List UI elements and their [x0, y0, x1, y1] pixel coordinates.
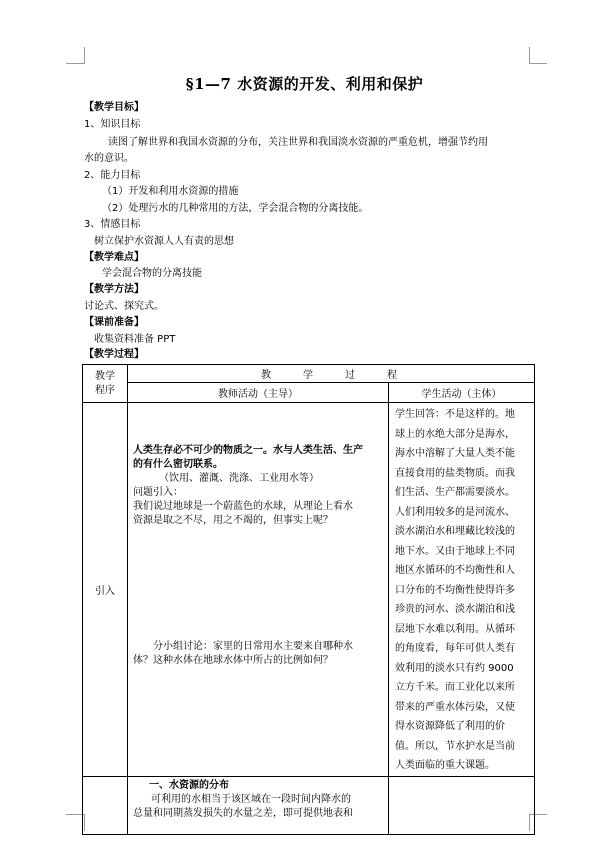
- student-answer-line: 直接食用的盐类物质。而我: [395, 467, 515, 479]
- header-teacher: 教师活动（主导）: [218, 389, 298, 400]
- row-2-student-cell: [389, 776, 535, 834]
- goals-heading: 【教学目标】: [84, 102, 144, 113]
- intro-bold-line-1: 人类生存必不可少的物质之一。水与人类生活、生产: [133, 445, 363, 456]
- student-answer-line: 口分布的不均衡性使得许多: [395, 584, 515, 596]
- student-answer-line: 们生活、生产都需要淡水。: [395, 487, 515, 498]
- header-program-cell: [83, 365, 128, 403]
- intro-group-a: 分小组讨论：家里的日常用水主要来自哪种水: [153, 641, 353, 652]
- goal1-text: 读图了解世界和我国水资源的分布，关注世界和我国淡水资源的严重危机，增强节约用: [108, 137, 488, 148]
- goal3-heading: 3、情感目标: [84, 219, 141, 230]
- student-answer-line: 学生回答：不是这样的。地: [395, 409, 515, 420]
- row-intro-label: 引入: [95, 585, 115, 597]
- student-answer-line: 带来的严重水体污染，又使: [395, 701, 515, 713]
- distribution-text-b: 总量和同期蒸发损失的水量之差，即可提供地表和: [133, 807, 353, 819]
- student-answer-line: 地下水。又由于地球上不同: [395, 545, 515, 557]
- goal3-text: 树立保护水资源人人有责的思想: [94, 236, 234, 247]
- crop-mark: [66, 63, 84, 64]
- page-title: §1—7 水资源的开发、利用和保护: [185, 75, 424, 93]
- goal2-heading: 2、能力目标: [84, 170, 141, 181]
- header-teacher-cell: [128, 383, 389, 403]
- student-answer-line: 人们利用较多的是河流水、: [395, 506, 515, 518]
- row-intro-student-cell: [389, 403, 535, 777]
- student-answer-line: 淡水湖泊水和埋藏比较浅的: [395, 526, 515, 537]
- row-intro-teacher-cell: [128, 403, 389, 777]
- goal1-text-cont: 水的意识。: [84, 153, 134, 164]
- student-answer-line: 人类面临的重大课题。: [395, 760, 495, 771]
- student-answer-line: 海水中溶解了大量人类不能: [395, 448, 515, 459]
- header-program-b: 程序: [95, 384, 115, 396]
- prep-text: 收集资料准备 PPT: [94, 334, 176, 345]
- intro-question-a: 我们说过地球是一个蔚蓝色的水球，从理论上看水: [133, 501, 353, 512]
- intro-group-b: 体？这种水体在地球水体中所占的比例如何？: [133, 655, 333, 666]
- method-text: 讨论式、探究式。: [84, 301, 164, 312]
- student-answer-line: 效利用的淡水只有约 9000: [395, 662, 514, 674]
- student-answer-line: 的角度看，每年可供人类有: [395, 643, 515, 654]
- header-program-a: 教学: [95, 370, 115, 382]
- intro-bold-line-2: 的有什么密切联系。: [133, 459, 223, 470]
- teaching-process-table: [82, 364, 535, 835]
- method-heading: 【教学方法】: [84, 284, 144, 295]
- student-answer-line: 值。所以，节水护水是当前: [395, 740, 515, 752]
- crop-mark: [84, 47, 85, 64]
- header-process-cell: [128, 365, 535, 383]
- header-student-cell: [389, 383, 535, 403]
- row-intro-label-cell: [83, 403, 128, 777]
- student-answer-line: 得水资源降低了利用的价: [395, 721, 505, 732]
- intro-question-b: 资源是取之不尽，用之不竭的，但事实上呢？: [133, 515, 333, 526]
- student-answer-line: 立方千米。而工业化以来所: [395, 682, 515, 693]
- section-distribution-heading: 一、水资源的分布: [149, 779, 229, 791]
- header-student: 学生活动（主体）: [421, 389, 502, 400]
- student-answer: [395, 405, 530, 776]
- student-answer-line: 层地下水难以利用。从循环: [395, 623, 515, 635]
- intro-question-label: 问题引入：: [133, 487, 183, 498]
- difficulty-heading: 【教学难点】: [84, 252, 144, 263]
- student-answer-line: 地区水循环的不均衡性和人: [395, 565, 515, 576]
- student-answer-line: 珍贵的河水、淡水湖泊和浅: [395, 604, 515, 615]
- crop-mark: [529, 47, 530, 64]
- difficulty-text: 学会混合物的分离技能: [102, 268, 202, 279]
- distribution-text-a: 可利用的水相当于该区域在一段时间内降水的: [151, 793, 351, 805]
- crop-mark: [529, 63, 547, 64]
- header-process: 教 学 过 程: [261, 370, 401, 381]
- process-heading: 【教学过程】: [84, 349, 144, 360]
- student-answer-line: 球上的水绝大部分是海水，: [395, 428, 515, 440]
- intro-uses: （饮用、灌溉、洗涤、工业用水等）: [159, 473, 319, 484]
- row-2-label-cell: [83, 776, 128, 834]
- row-2-teacher-cell: [128, 776, 389, 834]
- goal2-item-2: （2）处理污水的几种常用的方法，学会混合物的分离技能。: [102, 203, 369, 214]
- goal2-item-1: （1）开发和利用水资源的措施: [102, 186, 239, 197]
- goal1-heading: 1、知识目标: [84, 119, 141, 130]
- prep-heading: 【课前准备】: [84, 317, 144, 328]
